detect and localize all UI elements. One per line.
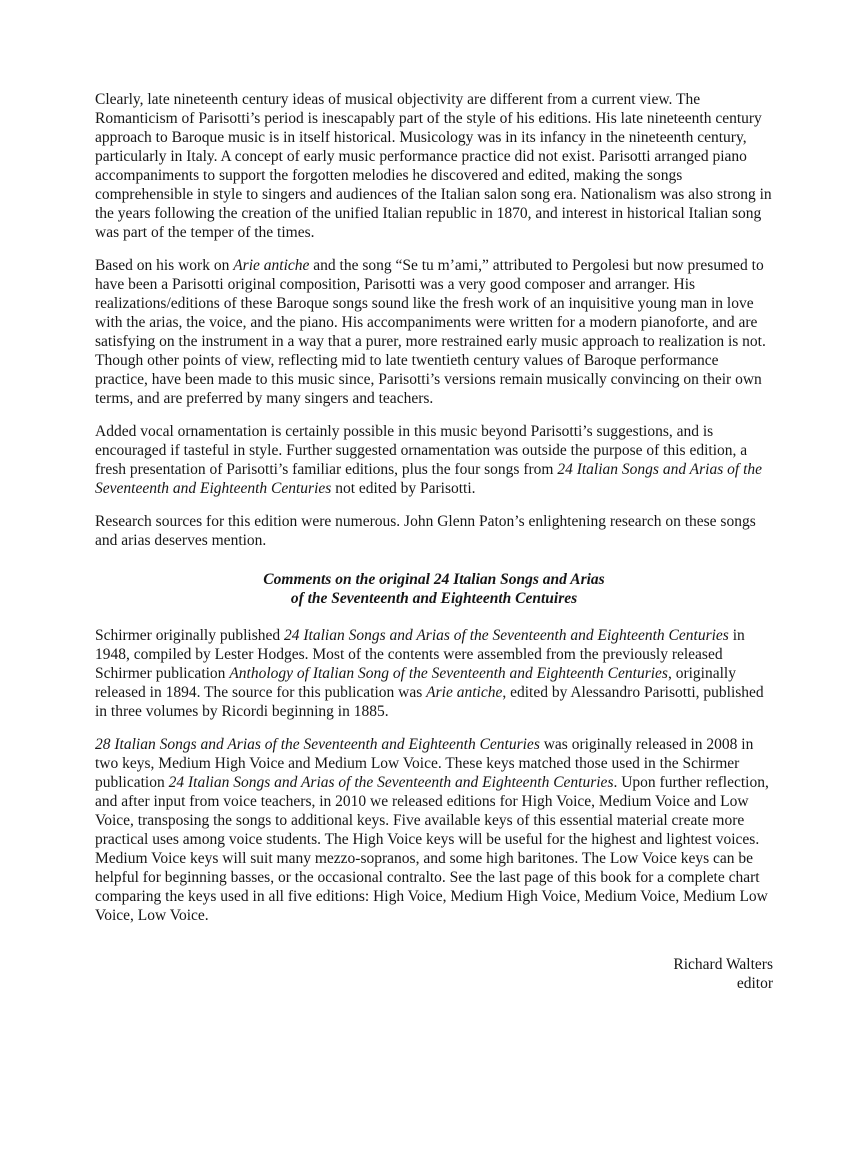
paragraph-research-sources: Research sources for this edition were numerous. John Glenn Paton’s enlightening research on these songs and arias deserves mention. (95, 513, 756, 549)
editor-role: editor (736, 975, 773, 992)
paragraph-parisotti-composer: Based on his work on Arie antiche and the song “Se tu m’ami,” attributed to Pergolesi but now presumed to have been a Parisotti original composition, Parisotti was a very good composer and arranger. His realizations/editions of these Baroque songs sound like the fresh work of an inquisitive young man in love with the arias, the voice, and the piano. His accompaniments were written for a modern pianoforte, and are satisfying on the instrument in a way that a purer, more restrained early music approach to realization is not. Though other points of view, reflecting mid to late twentieth century values of Baroque performance practice, have been made to this music since, Parisotti’s versions remain musically convincing on their own terms, and are preferred by many singers and teachers. (95, 257, 766, 407)
paragraph-schirmer-history: Schirmer originally published 24 Italian Songs and Arias of the Seventeenth and Eighteenth Centuries in 1948, compiled by Lester Hodges. Most of the contents were assembled from the previously released Schirmer publication Anthology of Italian Song of the Seventeenth and Eighteenth Centuries, originally released in 1894. The source for this publication was Arie antiche, edited by Alessandro Parisotti, published in three volumes by Ricordi beginning in 1885. (95, 627, 764, 720)
paragraph-intro-objectivity: Clearly, late nineteenth century ideas of musical objectivity are different from a current view. The Romanticism of Parisotti’s period is inescapably part of the style of his editions. His late nineteenth century approach to Baroque music is in itself historical. Musicology was in its infancy in the nineteenth century, particularly in Italy. A concept of early music performance practice did not exist. Parisotti arranged piano accompaniments to support the forgotten melodies he discovered and edited, making the songs comprehensible in style to singers and audiences of the Italian salon song era. Nationalism was also strong in the years following the creation of the unified Italian republic in 1870, and interest in historical Italian song was part of the temper of the times. (95, 91, 772, 241)
paragraph-editions-keys: 28 Italian Songs and Arias of the Seventeenth and Eighteenth Centuries was originally released in 2008 in two keys, Medium High Voice and Medium Low Voice. These keys matched those used in the Schirmer publication 24 Italian Songs and Arias of the Seventeenth and Eighteenth Centuries. Upon further reflection, and after input from voice teachers, in 2010 we released editions for High Voice, Medium Voice and Low Voice, transposing the songs to additional keys. Five available keys of this essential material create more practical uses among voice students. The High Voice keys will be useful for the highest and lightest voices. Medium Voice keys will suit many mezzo-sopranos, and some high baritones. The Low Voice keys can be helpful for beginning basses, or the occasional contralto. See the last page of this book for a complete chart comparing the keys used in all five editions: High Voice, Medium High Voice, Medium Voice, Medium Low Voice, Low Voice. (95, 736, 769, 924)
editor-signature (95, 955, 773, 993)
editor-name: Richard Walters (673, 956, 773, 973)
page-body (95, 90, 773, 993)
section-heading-comments: Comments on the original 24 Italian Songs and Arias of the Seventeenth and Eighteenth Centuires (263, 571, 605, 607)
paragraph-ornamentation: Added vocal ornamentation is certainly possible in this music beyond Parisotti’s suggestions, and is encouraged if tasteful in style. Further suggested ornamentation was outside the purpose of this edition, a fresh presentation of Parisotti’s familiar editions, plus the four songs from 24 Italian Songs and Arias of the Seventeenth and Eighteenth Centuries not edited by Parisotti. (95, 423, 763, 497)
